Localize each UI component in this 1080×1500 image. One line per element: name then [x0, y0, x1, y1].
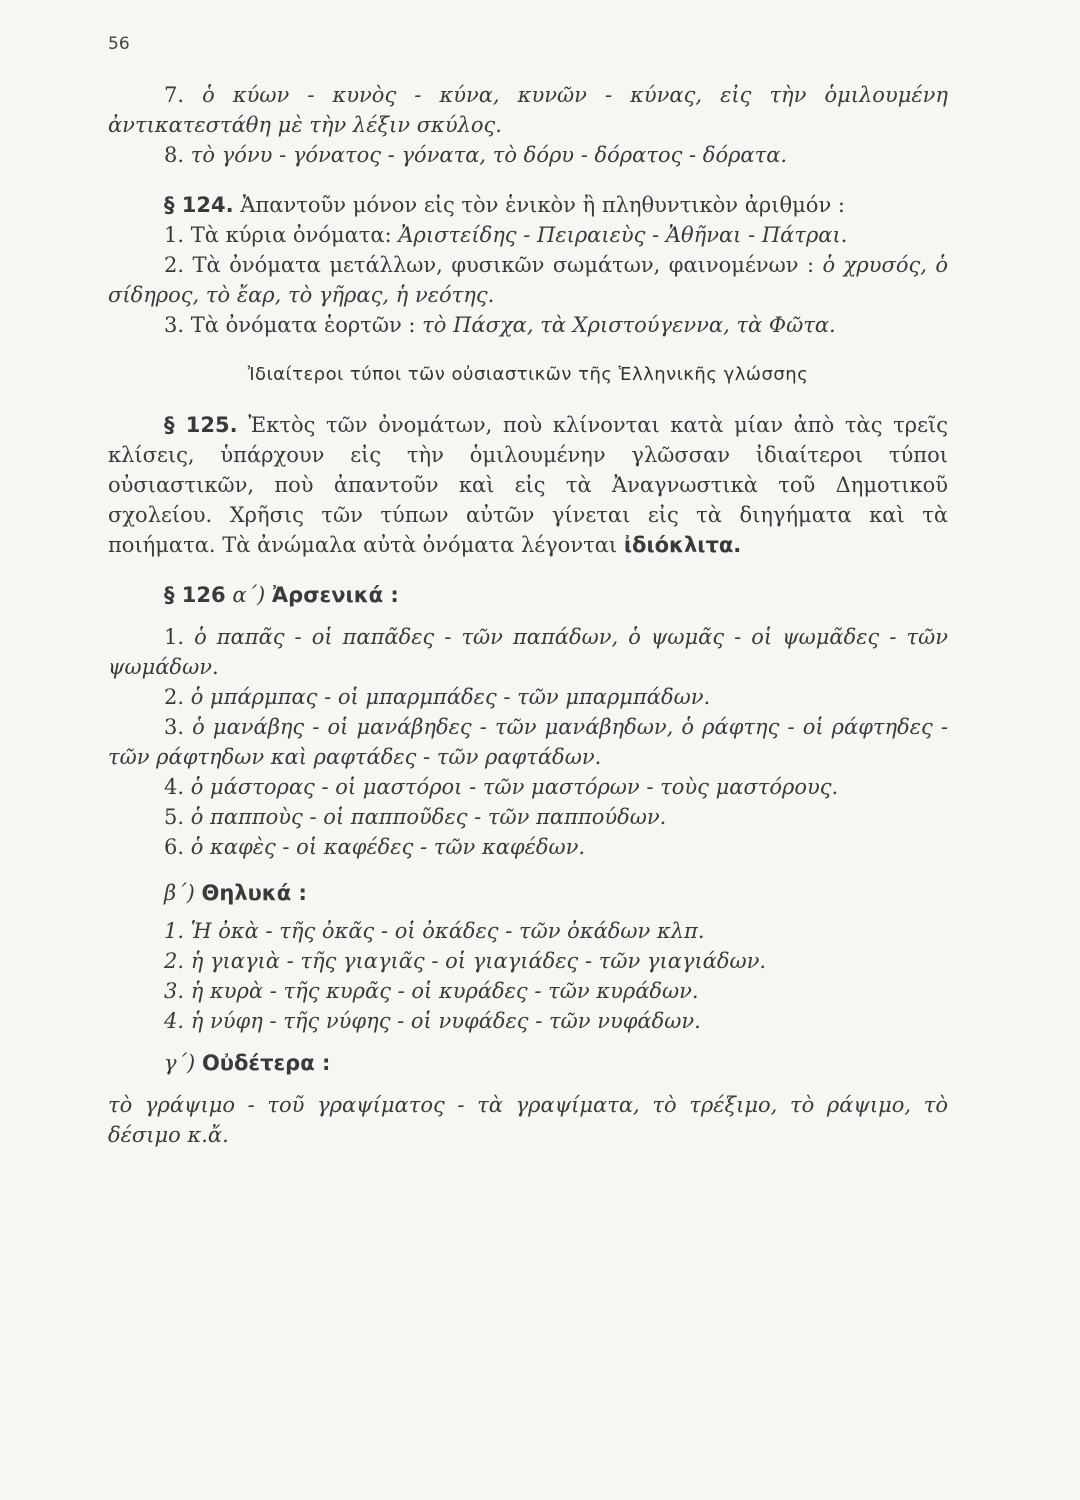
item-num: 1.	[164, 919, 185, 943]
item-text: τὸ γράψιμο - τοῦ γραψίματος - τὰ γραψίματα, τὸ τρέξιμο, τὸ ράψιμο, τὸ δέσιμο κ.ἄ.	[108, 1093, 948, 1147]
page-content	[108, 80, 948, 1150]
item-num: 8.	[164, 143, 185, 167]
section-heading: Ἰδιαίτεροι τύποι τῶν οὐσιαστικῶν τῆς Ἑλληνικῆς γλώσσης	[247, 364, 809, 385]
item-num: 4.	[164, 775, 185, 799]
item-num: 3.	[164, 715, 185, 739]
item-lead: Τὰ ὀνόματα ἑορτῶν :	[190, 313, 416, 337]
fem-item-3	[108, 976, 948, 1006]
item-text: ὁ παπᾶς - οἱ παπᾶδες - τῶν παπάδων, ὁ ψωμᾶς - οἱ ψωμᾶδες - τῶν ψωμάδων.	[108, 625, 948, 679]
section-126-a-title	[108, 580, 948, 610]
item-num: 4.	[164, 1009, 185, 1033]
item-text: ἡ γιαγιὰ - τῆς γιαγιᾶς - οἱ γιαγιάδες - τῶν γιαγιάδων.	[190, 949, 767, 973]
subsection-title-neuter: Οὐδέτερα :	[201, 1051, 331, 1075]
item-text: Ἀριστείδης - Πειραιεὺς - Ἀθῆναι - Πάτραι.	[398, 223, 848, 247]
item-text: ὁ μάστορας - οἱ μαστόροι - τῶν μαστόρων - τοὺς μαστόρους.	[190, 775, 839, 799]
sub-label-b: β΄)	[164, 881, 195, 905]
item-num: 1.	[164, 625, 185, 649]
item-text: τὸ Πάσχα, τὰ Χριστούγεννα, τὰ Φῶτα.	[422, 313, 836, 337]
section-124-item-1	[108, 220, 948, 250]
page-number: 56	[108, 34, 130, 54]
item-num: 6.	[164, 835, 185, 859]
item-num: 2.	[164, 685, 185, 709]
section-label: § 125.	[164, 413, 238, 437]
sub-label-a: α΄)	[232, 583, 266, 607]
item-lead: Τὰ κύρια ὀνόματα:	[190, 223, 392, 247]
item-num: 1.	[164, 223, 185, 247]
subsection-title-feminine: Θηλυκά :	[201, 881, 307, 905]
section-label: § 124.	[164, 193, 234, 217]
fem-item-1	[108, 916, 948, 946]
item-8	[108, 140, 948, 170]
fem-item-4	[108, 1006, 948, 1036]
masc-item-5	[108, 802, 948, 832]
item-num: 3.	[164, 313, 185, 337]
section-124-item-3	[108, 310, 948, 340]
item-text: τὸ γόνυ - γόνατος - γόνατα, τὸ δόρυ - δόρατος - δόρατα.	[190, 143, 788, 167]
masc-item-6	[108, 832, 948, 862]
item-text: ὁ χρυσός, ὁ σίδηρος, τὸ ἔαρ, τὸ γῆρας, ἡ νεότης.	[108, 253, 949, 307]
subsection-title-masculine: Ἀρσενικά :	[271, 583, 399, 607]
masc-item-3	[108, 712, 948, 772]
item-text: ὁ καφὲς - οἱ καφέδες - τῶν καφέδων.	[190, 835, 586, 859]
item-num: 3.	[164, 979, 185, 1003]
item-lead: Τὰ ὀνόματα μετάλλων, φυσικῶν σωμάτων, φαινομένων :	[192, 253, 815, 277]
masc-item-4	[108, 772, 948, 802]
item-text: ὁ κύων - κυνὸς - κύνα, κυνῶν - κύνας, εἰς τὴν ὁμιλουμένη ἀντικατεστάθη μὲ τὴν λέξιν σκύλος.	[108, 83, 948, 137]
section-label: § 126	[164, 583, 226, 607]
item-text: ἡ κυρὰ - τῆς κυρᾶς - οἱ κυράδες - τῶν κυράδων.	[190, 979, 699, 1003]
item-num: 5.	[164, 805, 185, 829]
sub-label-c: γ΄)	[164, 1051, 196, 1075]
section-126-b-title	[108, 878, 948, 908]
item-text: ὁ μανάβης - οἱ μανάβηδες - τῶν μανάβηδων, ὁ ράφτης - οἱ ράφτηδες - τῶν ράφτηδων καὶ ραφτάδες - τῶν ραφτάδων.	[108, 715, 948, 769]
fem-item-2	[108, 946, 948, 976]
masc-item-1	[108, 622, 948, 682]
section-124-item-2	[108, 250, 948, 310]
term-idioklita: ἰδιόκλιτα.	[623, 533, 742, 557]
item-text: ὁ παπποὺς - οἱ παπποῦδες - τῶν παππούδων.	[190, 805, 667, 829]
item-text: Ἡ ὀκὰ - τῆς ὀκᾶς - οἱ ὀκάδες - τῶν ὀκάδων κλπ.	[190, 919, 705, 943]
item-text: ἡ νύφη - τῆς νύφης - οἱ νυφάδες - τῶν νυφάδων.	[190, 1009, 701, 1033]
section-124-intro	[108, 190, 948, 220]
item-num: 2.	[164, 253, 185, 277]
neuter-text	[108, 1090, 948, 1150]
masc-item-2	[108, 682, 948, 712]
item-num: 7.	[164, 83, 185, 107]
item-7	[108, 80, 948, 140]
item-text: ὁ μπάρμπας - οἱ μπαρμπάδες - τῶν μπαρμπάδων.	[190, 685, 711, 709]
section-125	[108, 410, 948, 560]
section-126-c-title	[108, 1048, 948, 1078]
section-text: Ἐκτὸς τῶν ὀνομάτων, ποὺ κλίνονται κατὰ μίαν ἀπὸ τὰς τρεῖς κλίσεις, ὑπάρχουν εἰς τὴν ὁμιλουμένην γλῶσσαν ἰδιαίτεροι τύποι οὐσιαστικῶν, ποὺ ἀπαντοῦν καὶ εἰς τὰ Ἀναγνωστικὰ τοῦ Δημοτικοῦ σχολείου. Χρῆσις τῶν τύπων αὐτῶν γίνεται εἰς τὰ διηγήματα καὶ τὰ ποιήματα. Τὰ ἀνώμαλα αὐτὰ ὀνόματα λέγονται	[108, 413, 948, 557]
section-text: Ἀπαντοῦν μόνον εἰς τὸν ἑνικὸν ἢ πληθυντικὸν ἀριθμόν :	[240, 193, 845, 217]
item-num: 2.	[164, 949, 185, 973]
